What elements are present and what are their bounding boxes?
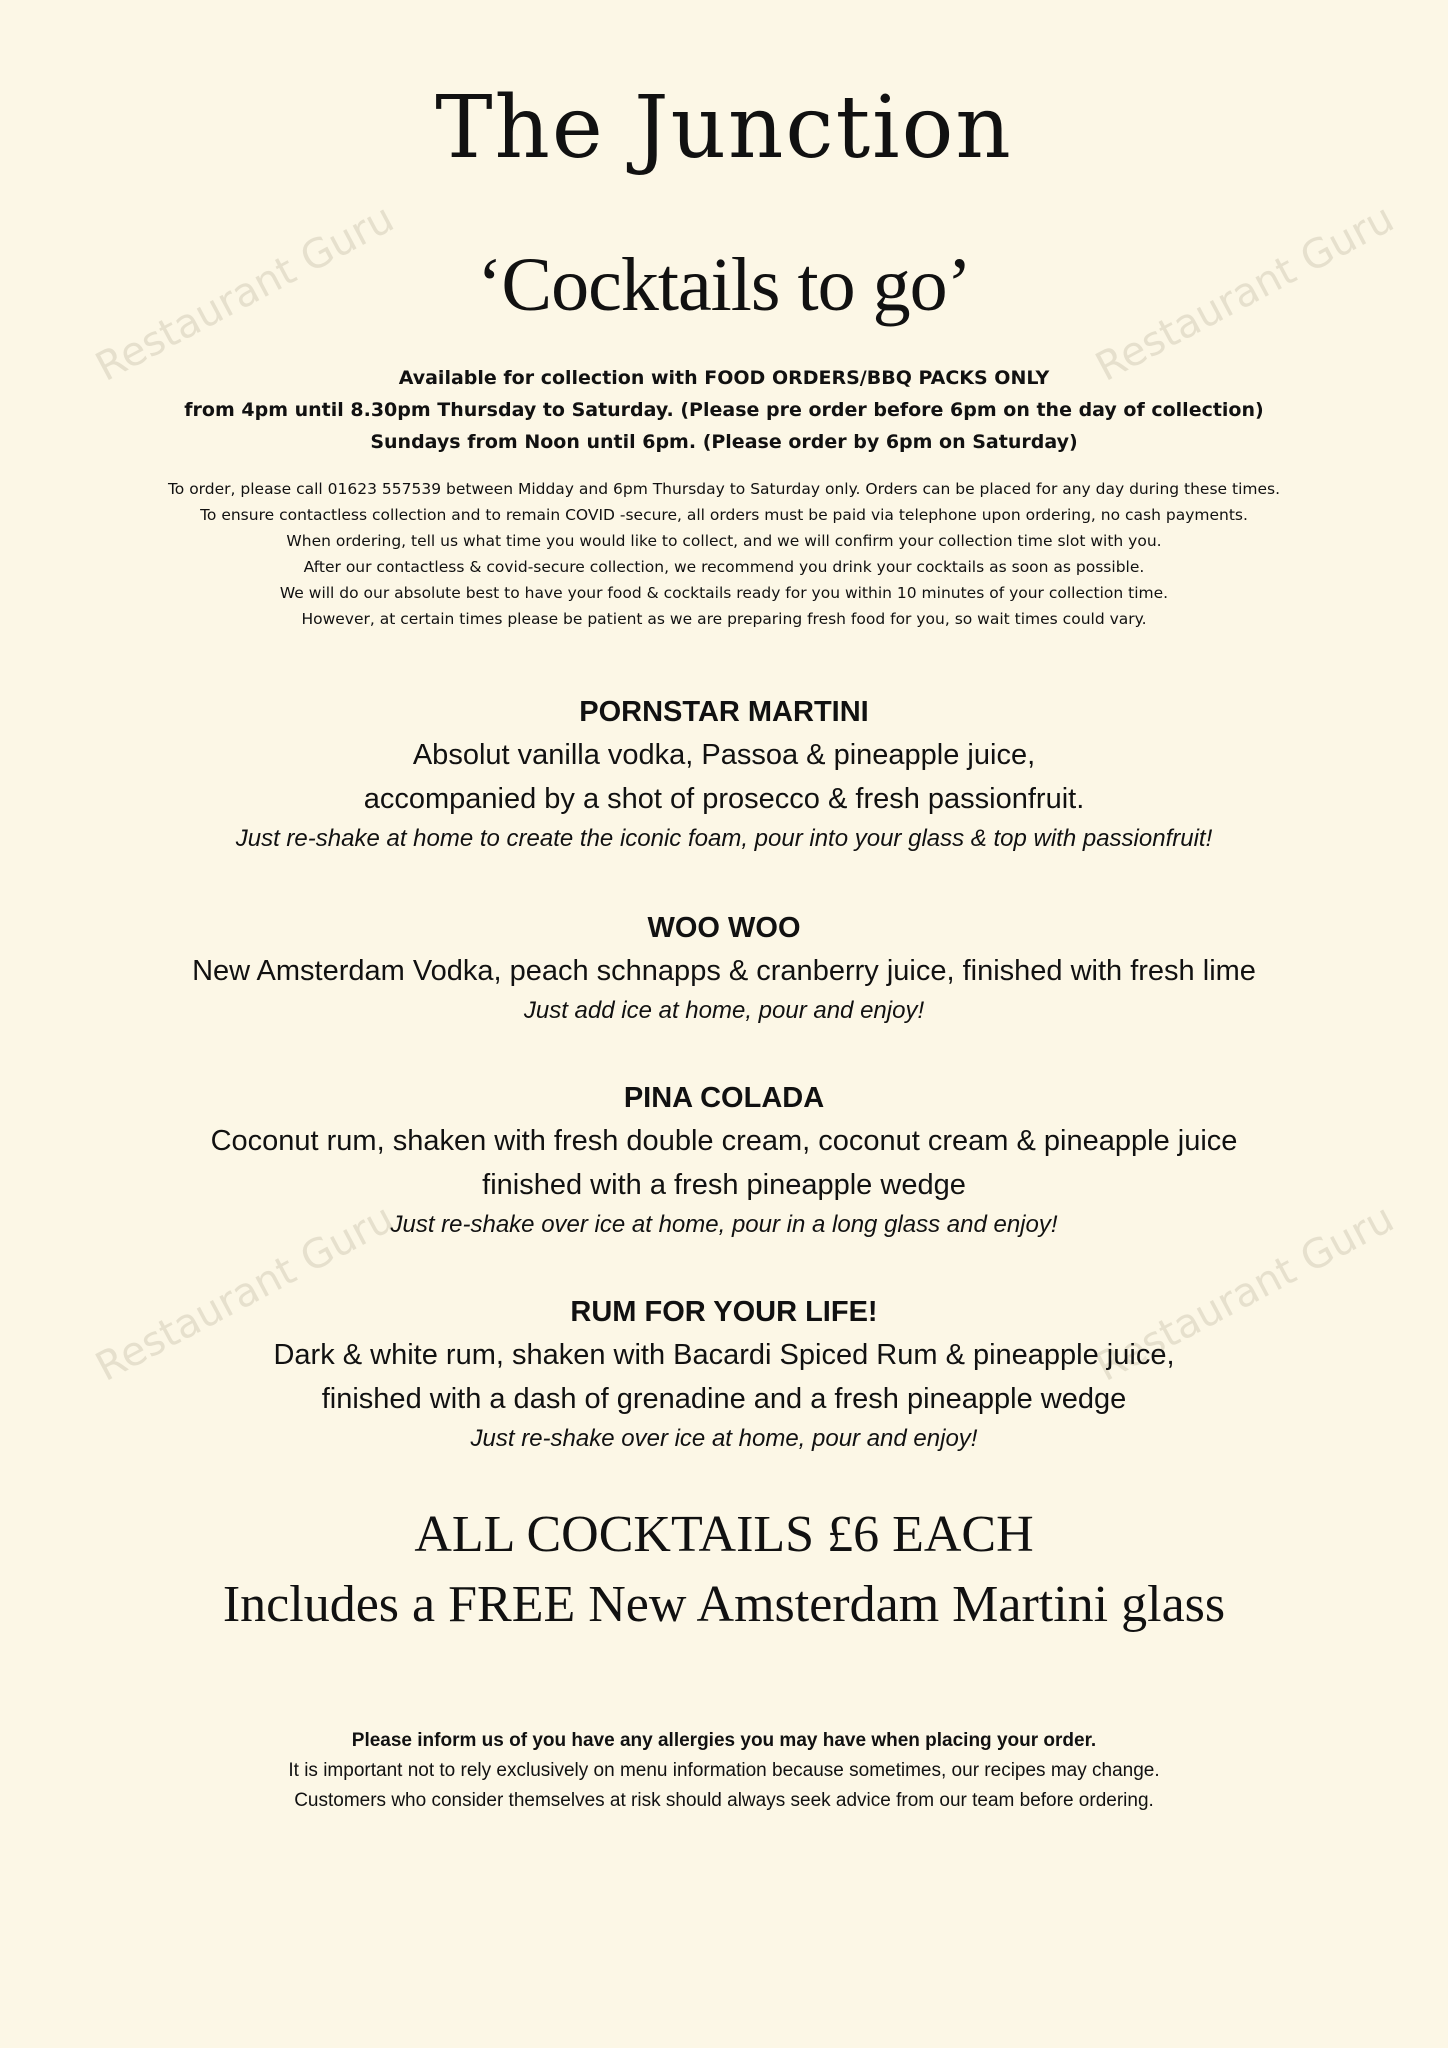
price-line: ALL COCKTAILS £6 EACH bbox=[414, 1506, 1034, 1563]
cocktail-name: WOO WOO bbox=[647, 912, 801, 944]
cocktail-description: Dark & white rum, shaken with Bacardi Spiced Rum & pineapple juice, bbox=[273, 1339, 1175, 1371]
cocktail-name: PINA COLADA bbox=[623, 1082, 825, 1114]
free-glass-line: Includes a FREE New Amsterdam Martini glass bbox=[222, 1576, 1226, 1633]
restaurant-name: The Junction bbox=[435, 78, 1013, 178]
cocktail-note: Just add ice at home, pour and enjoy! bbox=[523, 997, 925, 1024]
ordering-instructions bbox=[0, 476, 1448, 632]
watermark: Restaurant Guru bbox=[88, 195, 402, 391]
allergy-title: Please inform us of you have any allergies you may have when placing your order. bbox=[351, 1730, 1097, 1751]
availability-block bbox=[0, 362, 1448, 458]
cocktail-item bbox=[0, 1082, 1448, 1243]
cocktail-description: finished with a fresh pineapple wedge bbox=[482, 1169, 966, 1201]
instruction-line: We will do our absolute best to have your food & cocktails ready for you within 10 minutes of your collection time. bbox=[279, 584, 1169, 602]
availability-line: Available for collection with FOOD ORDERS/BBQ PACKS ONLY bbox=[398, 367, 1050, 389]
cocktail-item bbox=[0, 912, 1448, 1029]
cocktail-description: finished with a dash of grenadine and a fresh pineapple wedge bbox=[321, 1383, 1127, 1415]
instruction-line: To order, please call 01623 557539 between Midday and 6pm Thursday to Saturday only. Orders can be placed for any day during these times. bbox=[167, 480, 1281, 498]
cocktail-note: Just re-shake at home to create the iconic foam, pour into your glass & top with passionfruit! bbox=[235, 825, 1213, 852]
instruction-line: However, at certain times please be patient as we are preparing fresh food for you, so wait times could vary. bbox=[301, 610, 1147, 628]
page-title: ‘Cocktails to go’ bbox=[477, 243, 971, 327]
instruction-line: When ordering, tell us what time you would like to collect, and we will confirm your collection time slot with you. bbox=[286, 532, 1162, 550]
availability-line: from 4pm until 8.30pm Thursday to Saturday. (Please pre order before 6pm on the day of collection) bbox=[184, 399, 1264, 421]
cocktail-note: Just re-shake over ice at home, pour in a long glass and enjoy! bbox=[390, 1211, 1058, 1238]
cocktail-name: RUM FOR YOUR LIFE! bbox=[570, 1296, 878, 1328]
cocktail-description: New Amsterdam Vodka, peach schnapps & cranberry juice, finished with fresh lime bbox=[192, 955, 1256, 987]
cocktail-item bbox=[0, 696, 1448, 857]
watermark: Restaurant Guru bbox=[1088, 1195, 1402, 1391]
instruction-line: To ensure contactless collection and to remain COVID -secure, all orders must be paid via telephone upon ordering, no cash payments. bbox=[200, 506, 1248, 524]
watermark: Restaurant Guru bbox=[88, 1195, 402, 1391]
cocktail-description: accompanied by a shot of prosecco & fresh passionfruit. bbox=[363, 783, 1085, 815]
cocktail-item bbox=[0, 1296, 1448, 1457]
availability-line: Sundays from Noon until 6pm. (Please order by 6pm on Saturday) bbox=[370, 431, 1078, 453]
price-block bbox=[0, 1500, 1448, 1640]
cocktail-name: PORNSTAR MARTINI bbox=[579, 696, 869, 728]
allergy-line: Customers who consider themselves at risk should always seek advice from our team before ordering. bbox=[294, 1790, 1154, 1811]
allergy-line: It is important not to rely exclusively on menu information because sometimes, our recipes may change. bbox=[288, 1760, 1160, 1781]
cocktail-description: Coconut rum, shaken with fresh double cream, coconut cream & pineapple juice bbox=[210, 1125, 1238, 1157]
cocktail-description: Absolut vanilla vodka, Passoa & pineapple juice, bbox=[412, 739, 1036, 771]
cocktail-note: Just re-shake over ice at home, pour and enjoy! bbox=[470, 1425, 978, 1452]
instruction-line: After our contactless & covid-secure collection, we recommend you drink your cocktails as soon as possible. bbox=[303, 558, 1145, 576]
allergy-notice bbox=[0, 1726, 1448, 1816]
watermark: Restaurant Guru bbox=[1088, 195, 1402, 391]
